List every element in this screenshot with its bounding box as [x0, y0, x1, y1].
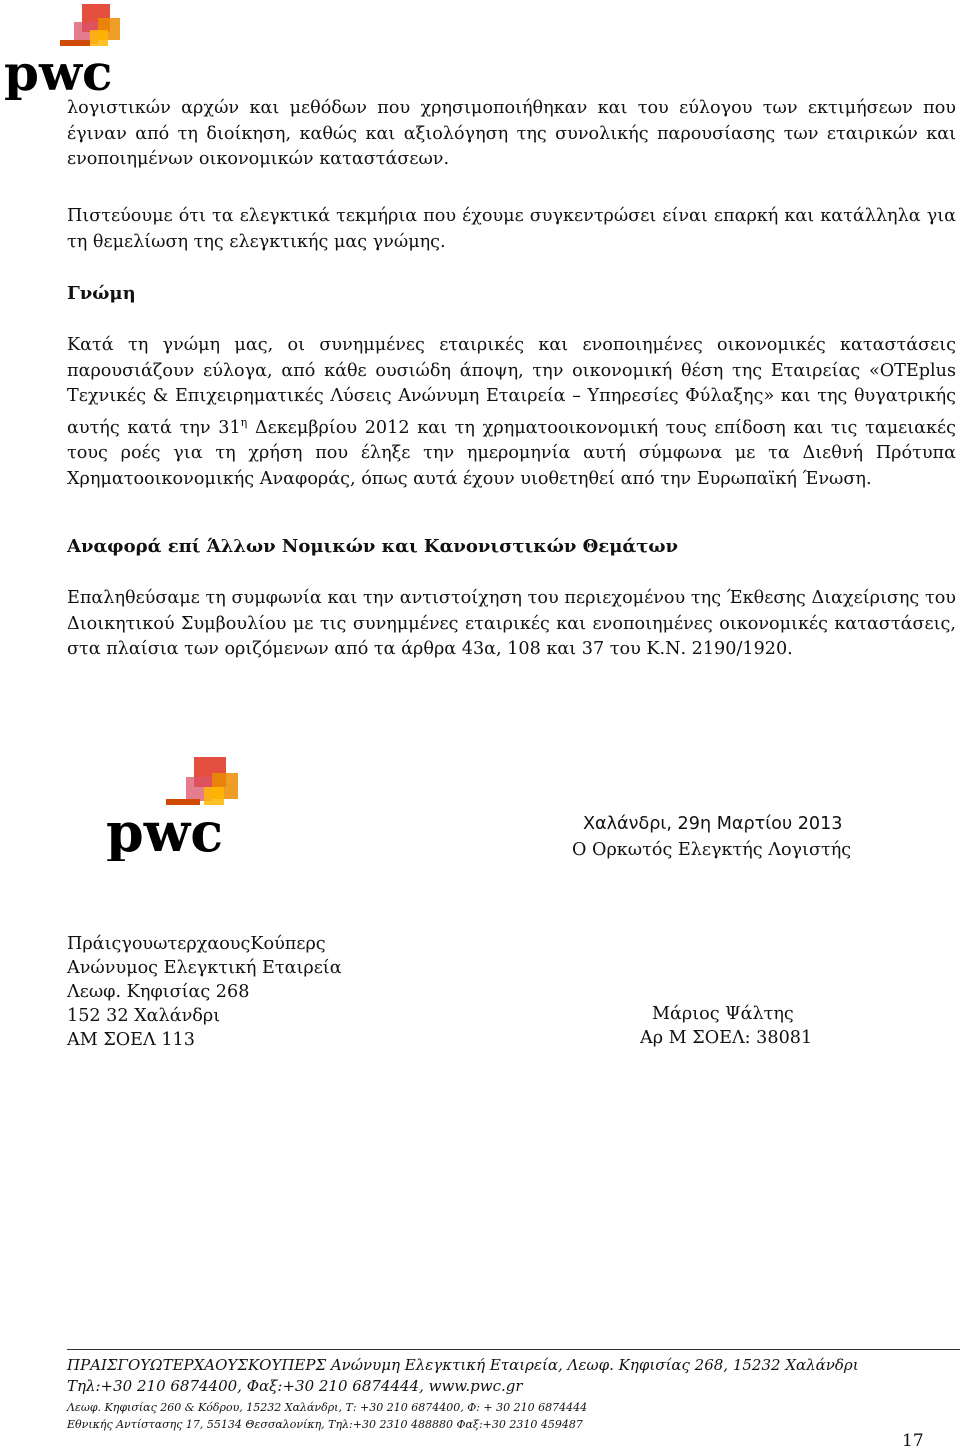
- firm-address-block: [67, 932, 342, 1052]
- pwc-logo-icon: [4, 4, 126, 100]
- firm-city: 152 32 Χαλάνδρι: [67, 1006, 221, 1026]
- paragraph-legal-matters: Επαληθεύσαμε τη συμφωνία και την αντιστοίχηση του περιεχομένου της Έκθεσης Διαχείρισης του Διοικητικού Συμβουλίου με τις συνημμένες εταιρικές και ενοποιημένες οικονομικές καταστάσεις, στα πλαίσια των οριζόμενων από τα άρθρα 43α, 108 και 37 του Κ.Ν. 2190/1920.: [67, 588, 956, 660]
- signature-role: Ο Ορκωτός Ελεγκτής Λογιστής: [572, 840, 852, 860]
- footer-office-thessaloniki: Εθνικής Αντίστασης 17, 55134 Θεσσαλονίκη, Τηλ:+30 2310 488880 Φαξ:+30 2310 459487: [67, 1418, 583, 1431]
- paragraph-opinion: [67, 333, 956, 492]
- footer-divider: [67, 1349, 960, 1350]
- opinion-text-part2: Δεκεμβρίου 2012 και τη χρηματοοικονομική τους επίδοση και τις ταμειακές τους ροές για τη χρήση που έληξε την ημερομηνία αυτή σύμφωνα με τα Διεθνή Πρότυπα Χρηματοοικονομικής Αναφοράς, όπως αυτά έχουν υιοθετηθεί από την Ευρωπαϊκή Ένωση.: [67, 417, 956, 489]
- firm-name: ΠράιςγουωτερχαουςΚούπερς: [67, 934, 326, 954]
- footer-contact-line: Τηλ:+30 210 6874400, Φαξ:+30 210 6874444, www.pwc.gr: [67, 1377, 523, 1395]
- pwc-logo-header: [4, 4, 126, 100]
- footer-company-line: ΠΡΑΙΣΓΟΥΩΤΕΡΧΑΟΥΣΚΟΥΠΕΡΣ Ανώνυμη Ελεγκτική Εταιρεία, Λεωφ. Κηφισίας 268, 15232 Χαλάνδρι: [67, 1356, 859, 1374]
- paragraph-evidence: Πιστεύουμε ότι τα ελεγκτικά τεκμήρια που έχουμε συγκεντρώσει είναι επαρκή και κατάλληλα για τη θεμελίωση της ελεγκτικής μας γνώμης.: [67, 206, 956, 252]
- firm-type: Ανώνυμος Ελεγκτική Εταιρεία: [67, 958, 342, 978]
- signature-place-date: Χαλάνδρι, 29η Μαρτίου 2013: [583, 814, 843, 834]
- opinion-superscript: η: [240, 415, 248, 429]
- pwc-logo-text: pwc: [106, 800, 224, 861]
- auditor-name: Μάριος Ψάλτης: [652, 1004, 794, 1024]
- paragraph-audit-scope: λογιστικών αρχών και μεθόδων που χρησιμοποιήθηκαν και του εύλογου των εκτιμήσεων που έγιναν από τη διοίκηση, καθώς και αξιολόγηση της συνολικής παρουσίασης των εταιρικών και ενοποιημένων οικονομικών καταστάσεων.: [67, 98, 956, 170]
- footer-office-athens: Λεωφ. Κηφισίας 260 & Κόδρου, 15232 Χαλάνδρι, Τ: +30 210 6874400, Φ: + 30 210 6874444: [67, 1401, 588, 1414]
- firm-registration: ΑΜ ΣΟΕΛ 113: [67, 1030, 195, 1050]
- page-number: 17: [902, 1431, 924, 1451]
- firm-street: Λεωφ. Κηφισίας 268: [67, 982, 250, 1002]
- heading-other-legal-matters: Αναφορά επί Άλλων Νομικών και Κανονιστικών Θεμάτων: [67, 536, 678, 557]
- auditor-registration: Αρ Μ ΣΟΕΛ: 38081: [640, 1028, 813, 1048]
- opinion-text-part1: Κατά τη γνώμη μας, οι συνημμένες εταιρικές και ενοποιημένες οικονομικές καταστάσεις παρουσιάζουν εύλογα, από κάθε ουσιώδη άποψη, την οικονομική θέση της Εταιρείας «OTEplus Τεχνικές & Επιχειρηματικές Λύσεις Ανώνυμη Εταιρεία – Υπηρεσίες Φύλαξης» και της θυγατρικής αυτής κατά την 31: [67, 335, 956, 438]
- pwc-logo-icon: [106, 757, 246, 861]
- heading-opinion: Γνώμη: [67, 283, 136, 304]
- pwc-logo-text: pwc: [4, 43, 113, 100]
- pwc-logo-signature: [106, 757, 246, 861]
